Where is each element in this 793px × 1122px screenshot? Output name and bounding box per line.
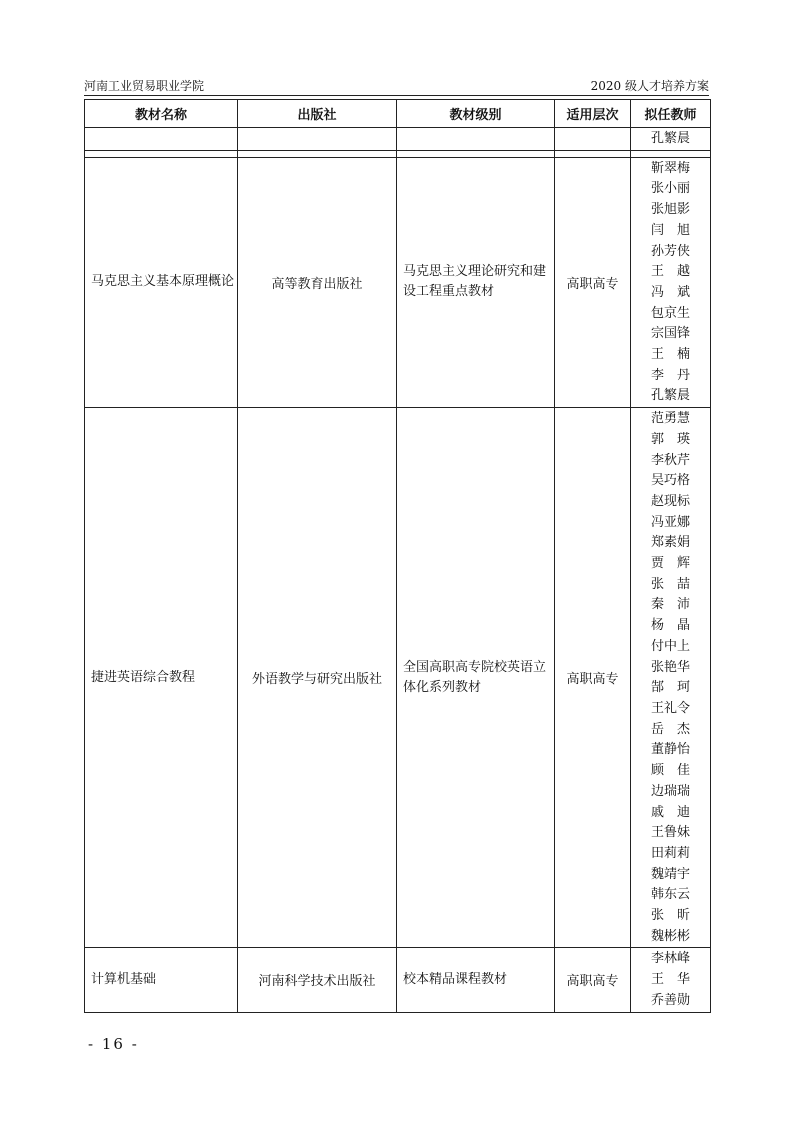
teacher-name: 冯 斌 bbox=[650, 284, 690, 300]
textbook-level-cell: 校本精品课程教材 bbox=[397, 948, 555, 1012]
textbook-level-cell bbox=[397, 128, 555, 151]
teacher-name: 李 丹 bbox=[650, 367, 690, 383]
header-divider bbox=[84, 95, 709, 96]
teacher-name: 孔繁晨 bbox=[650, 388, 690, 404]
teacher-name: 张艳华 bbox=[650, 659, 690, 675]
textbook-name-cell: 捷进英语综合教程 bbox=[85, 408, 238, 948]
teacher-name: 乔善勋 bbox=[650, 992, 690, 1008]
teacher-name: 田莉莉 bbox=[650, 845, 690, 861]
header-document-title: 2020 级人才培养方案 bbox=[590, 79, 709, 93]
teacher-name: 戚 迪 bbox=[650, 804, 690, 820]
teacher-name: 孔繁晨 bbox=[650, 131, 690, 146]
teacher-name: 顾 佳 bbox=[650, 763, 690, 779]
textbook-level-cell: 马克思主义理论研究和建设工程重点教材 bbox=[397, 157, 555, 407]
teacher-name: 孙芳侠 bbox=[650, 243, 690, 259]
teacher-name: 秦 沛 bbox=[650, 597, 690, 613]
teacher-name: 靳翠梅 bbox=[650, 160, 690, 176]
scope-cell: 高职高专 bbox=[555, 408, 631, 948]
column-header-scope: 适用层次 bbox=[555, 100, 631, 128]
textbook-name-cell: 马克思主义基本原理概论 bbox=[85, 157, 238, 407]
teacher-name: 王鲁妹 bbox=[650, 825, 690, 841]
teacher-name: 边瑞瑞 bbox=[650, 783, 690, 799]
teacher-name: 郜 珂 bbox=[650, 680, 690, 696]
header-institution: 河南工业贸易职业学院 bbox=[84, 79, 205, 93]
teacher-name: 张小丽 bbox=[650, 181, 690, 197]
teacher-name: 王 楠 bbox=[650, 347, 690, 363]
teacher-name: 李林峰 bbox=[650, 951, 690, 967]
teachers-cell bbox=[631, 128, 711, 151]
scope-cell: 高职高专 bbox=[555, 157, 631, 407]
table-header-row bbox=[85, 100, 711, 128]
teacher-name: 包京生 bbox=[650, 305, 690, 321]
teacher-name: 闫 旭 bbox=[650, 222, 690, 238]
teacher-name: 李秋芹 bbox=[650, 452, 690, 468]
textbook-name-cell: 计算机基础 bbox=[85, 948, 238, 1012]
teacher-name: 范勇慧 bbox=[650, 411, 690, 427]
teacher-name: 贾 辉 bbox=[650, 556, 690, 572]
teacher-name: 魏彬彬 bbox=[650, 928, 690, 944]
teacher-name: 韩东云 bbox=[650, 887, 690, 903]
publisher-cell: 河南科学技术出版社 bbox=[238, 948, 397, 1012]
teacher-name: 张 昕 bbox=[650, 908, 690, 924]
teacher-name: 郑素娟 bbox=[650, 535, 690, 551]
teacher-name: 冯亚娜 bbox=[650, 514, 690, 530]
teacher-name: 宗国锋 bbox=[650, 326, 690, 342]
table-row bbox=[85, 128, 711, 151]
column-header-publisher: 出版社 bbox=[238, 100, 397, 128]
teacher-name: 王礼令 bbox=[650, 700, 690, 716]
scope-cell bbox=[555, 128, 631, 151]
teacher-name: 王 越 bbox=[650, 264, 690, 280]
page-header bbox=[84, 77, 709, 97]
spacer-cell bbox=[555, 150, 631, 157]
textbook-level-cell: 全国高职高专院校英语立体化系列教材 bbox=[397, 408, 555, 948]
spacer-cell bbox=[85, 150, 238, 157]
spacer-cell bbox=[631, 150, 711, 157]
teachers-cell bbox=[631, 157, 711, 407]
textbook-name-cell bbox=[85, 128, 238, 151]
publisher-cell: 外语教学与研究出版社 bbox=[238, 408, 397, 948]
teacher-name: 赵现标 bbox=[650, 493, 690, 509]
spacer-cell bbox=[238, 150, 397, 157]
teacher-name: 董静怡 bbox=[650, 742, 690, 758]
spacer-cell bbox=[397, 150, 555, 157]
textbook-table bbox=[84, 99, 711, 1013]
teacher-name: 张 喆 bbox=[650, 576, 690, 592]
column-header-textbook-level: 教材级别 bbox=[397, 100, 555, 128]
teacher-name: 郭 瑛 bbox=[650, 431, 690, 447]
table-row bbox=[85, 408, 711, 948]
table-spacer-row bbox=[85, 150, 711, 157]
teachers-cell bbox=[631, 948, 711, 1012]
table-row bbox=[85, 948, 711, 1012]
teacher-name: 张旭影 bbox=[650, 202, 690, 218]
teacher-name: 吴巧格 bbox=[650, 473, 690, 489]
publisher-cell: 高等教育出版社 bbox=[238, 157, 397, 407]
column-header-textbook-name: 教材名称 bbox=[85, 100, 238, 128]
table-row bbox=[85, 157, 711, 407]
publisher-cell bbox=[238, 128, 397, 151]
teacher-name: 岳 杰 bbox=[650, 721, 690, 737]
teachers-cell bbox=[631, 408, 711, 948]
teacher-name: 杨 晶 bbox=[650, 618, 690, 634]
scope-cell: 高职高专 bbox=[555, 948, 631, 1012]
teacher-name: 付中上 bbox=[650, 638, 690, 654]
teacher-name: 魏靖宇 bbox=[650, 866, 690, 882]
page-number: - 16 - bbox=[88, 1035, 139, 1053]
teacher-name: 王 华 bbox=[650, 972, 690, 988]
column-header-teachers: 拟任教师 bbox=[631, 100, 711, 128]
